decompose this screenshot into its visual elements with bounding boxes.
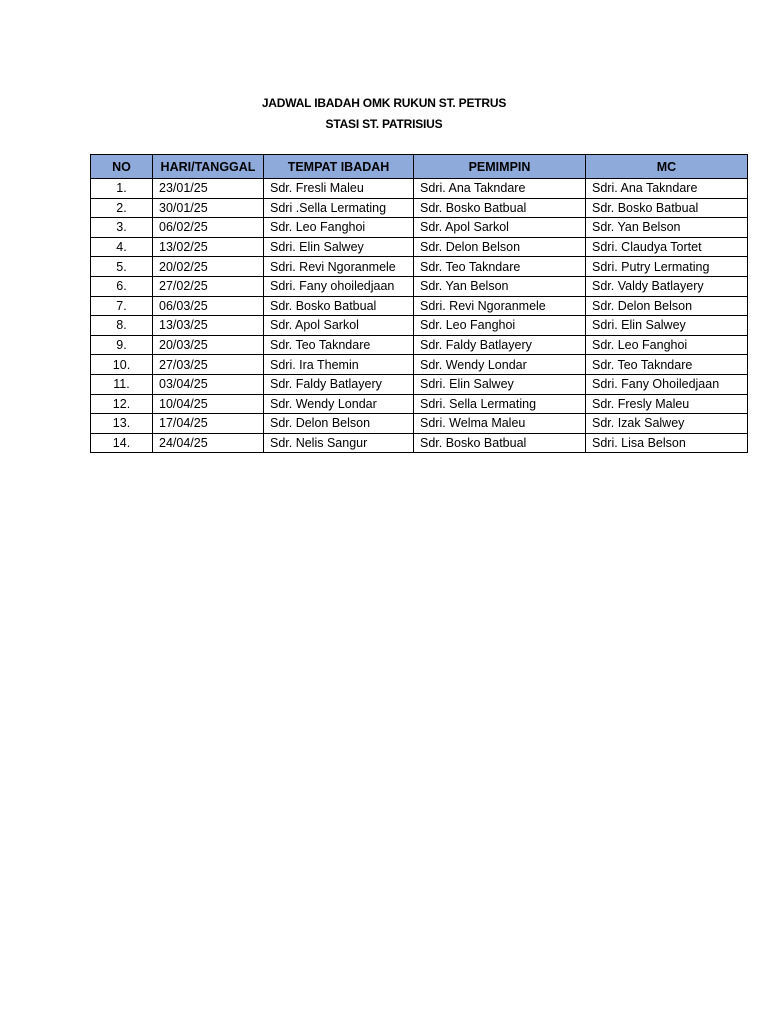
cell-leader: Sdr. Bosko Batbual	[414, 198, 586, 218]
cell-mc: Sdri. Fany Ohoiledjaan	[586, 374, 748, 394]
table-row	[91, 335, 748, 355]
cell-date: 30/01/25	[153, 198, 264, 218]
cell-no: 13.	[91, 414, 153, 434]
document-title: JADWAL IBADAH OMK RUKUN ST. PETRUS	[261, 96, 507, 110]
cell-mc: Sdri. Putry Lermating	[586, 257, 748, 277]
cell-no: 12.	[91, 394, 153, 414]
cell-mc: Sdri. Ana Takndare	[586, 179, 748, 199]
header-mc: MC	[586, 155, 748, 179]
cell-mc: Sdri. Elin Salwey	[586, 316, 748, 336]
cell-mc: Sdri. Claudya Tortet	[586, 237, 748, 257]
table-row	[91, 394, 748, 414]
cell-mc: Sdri. Lisa Belson	[586, 433, 748, 453]
cell-date: 27/02/25	[153, 276, 264, 296]
cell-no: 1.	[91, 179, 153, 199]
cell-venue: Sdri .Sella Lermating	[264, 198, 414, 218]
cell-no: 8.	[91, 316, 153, 336]
document-subtitle: STASI ST. PATRISIUS	[325, 117, 443, 131]
cell-no: 6.	[91, 276, 153, 296]
header-no: NO	[91, 155, 153, 179]
cell-venue: Sdr. Wendy Londar	[264, 394, 414, 414]
cell-date: 10/04/25	[153, 394, 264, 414]
cell-date: 03/04/25	[153, 374, 264, 394]
cell-leader: Sdr. Faldy Batlayery	[414, 335, 586, 355]
cell-no: 5.	[91, 257, 153, 277]
cell-date: 13/02/25	[153, 237, 264, 257]
cell-no: 10.	[91, 355, 153, 375]
cell-leader: Sdr. Teo Takndare	[414, 257, 586, 277]
cell-leader: Sdr. Bosko Batbual	[414, 433, 586, 453]
cell-mc: Sdr. Leo Fanghoi	[586, 335, 748, 355]
cell-venue: Sdr. Nelis Sangur	[264, 433, 414, 453]
cell-date: 17/04/25	[153, 414, 264, 434]
cell-date: 23/01/25	[153, 179, 264, 199]
cell-mc: Sdr. Yan Belson	[586, 218, 748, 238]
cell-venue: Sdri. Elin Salwey	[264, 237, 414, 257]
cell-no: 2.	[91, 198, 153, 218]
table-row	[91, 296, 748, 316]
table-row	[91, 374, 748, 394]
cell-date: 06/03/25	[153, 296, 264, 316]
table-row	[91, 276, 748, 296]
cell-date: 24/04/25	[153, 433, 264, 453]
cell-leader: Sdri. Sella Lermating	[414, 394, 586, 414]
cell-no: 7.	[91, 296, 153, 316]
cell-leader: Sdr. Leo Fanghoi	[414, 316, 586, 336]
cell-mc: Sdr. Teo Takndare	[586, 355, 748, 375]
table-row	[91, 218, 748, 238]
cell-no: 11.	[91, 374, 153, 394]
table-row	[91, 179, 748, 199]
cell-venue: Sdr. Delon Belson	[264, 414, 414, 434]
cell-venue: Sdr. Teo Takndare	[264, 335, 414, 355]
cell-leader: Sdri. Welma Maleu	[414, 414, 586, 434]
cell-leader: Sdr. Wendy Londar	[414, 355, 586, 375]
table-row	[91, 414, 748, 434]
cell-venue: Sdri. Ira Themin	[264, 355, 414, 375]
cell-date: 06/02/25	[153, 218, 264, 238]
table-body	[91, 179, 748, 453]
cell-venue: Sdr. Leo Fanghoi	[264, 218, 414, 238]
cell-date: 27/03/25	[153, 355, 264, 375]
cell-venue: Sdr. Apol Sarkol	[264, 316, 414, 336]
cell-mc: Sdr. Bosko Batbual	[586, 198, 748, 218]
cell-no: 3.	[91, 218, 153, 238]
cell-no: 4.	[91, 237, 153, 257]
table-row	[91, 433, 748, 453]
cell-venue: Sdri. Fany ohoiledjaan	[264, 276, 414, 296]
schedule-table	[90, 154, 748, 453]
cell-leader: Sdri. Ana Takndare	[414, 179, 586, 199]
cell-venue: Sdr. Fresli Maleu	[264, 179, 414, 199]
cell-date: 20/03/25	[153, 335, 264, 355]
header-date: HARI/TANGGAL	[153, 155, 264, 179]
cell-venue: Sdr. Bosko Batbual	[264, 296, 414, 316]
cell-no: 9.	[91, 335, 153, 355]
table-row	[91, 355, 748, 375]
cell-mc: Sdr. Delon Belson	[586, 296, 748, 316]
table-row	[91, 257, 748, 277]
table-row	[91, 198, 748, 218]
table-header-row	[91, 155, 748, 179]
cell-leader: Sdri. Revi Ngoranmele	[414, 296, 586, 316]
cell-leader: Sdri. Elin Salwey	[414, 374, 586, 394]
header-leader: PEMIMPIN	[414, 155, 586, 179]
cell-leader: Sdr. Delon Belson	[414, 237, 586, 257]
cell-venue: Sdri. Revi Ngoranmele	[264, 257, 414, 277]
cell-mc: Sdr. Valdy Batlayery	[586, 276, 748, 296]
header-venue: TEMPAT IBADAH	[264, 155, 414, 179]
cell-mc: Sdr. Izak Salwey	[586, 414, 748, 434]
cell-date: 20/02/25	[153, 257, 264, 277]
table-row	[91, 237, 748, 257]
cell-venue: Sdr. Faldy Batlayery	[264, 374, 414, 394]
cell-leader: Sdr. Apol Sarkol	[414, 218, 586, 238]
cell-leader: Sdr. Yan Belson	[414, 276, 586, 296]
table-row	[91, 316, 748, 336]
cell-date: 13/03/25	[153, 316, 264, 336]
cell-no: 14.	[91, 433, 153, 453]
cell-mc: Sdr. Fresly Maleu	[586, 394, 748, 414]
